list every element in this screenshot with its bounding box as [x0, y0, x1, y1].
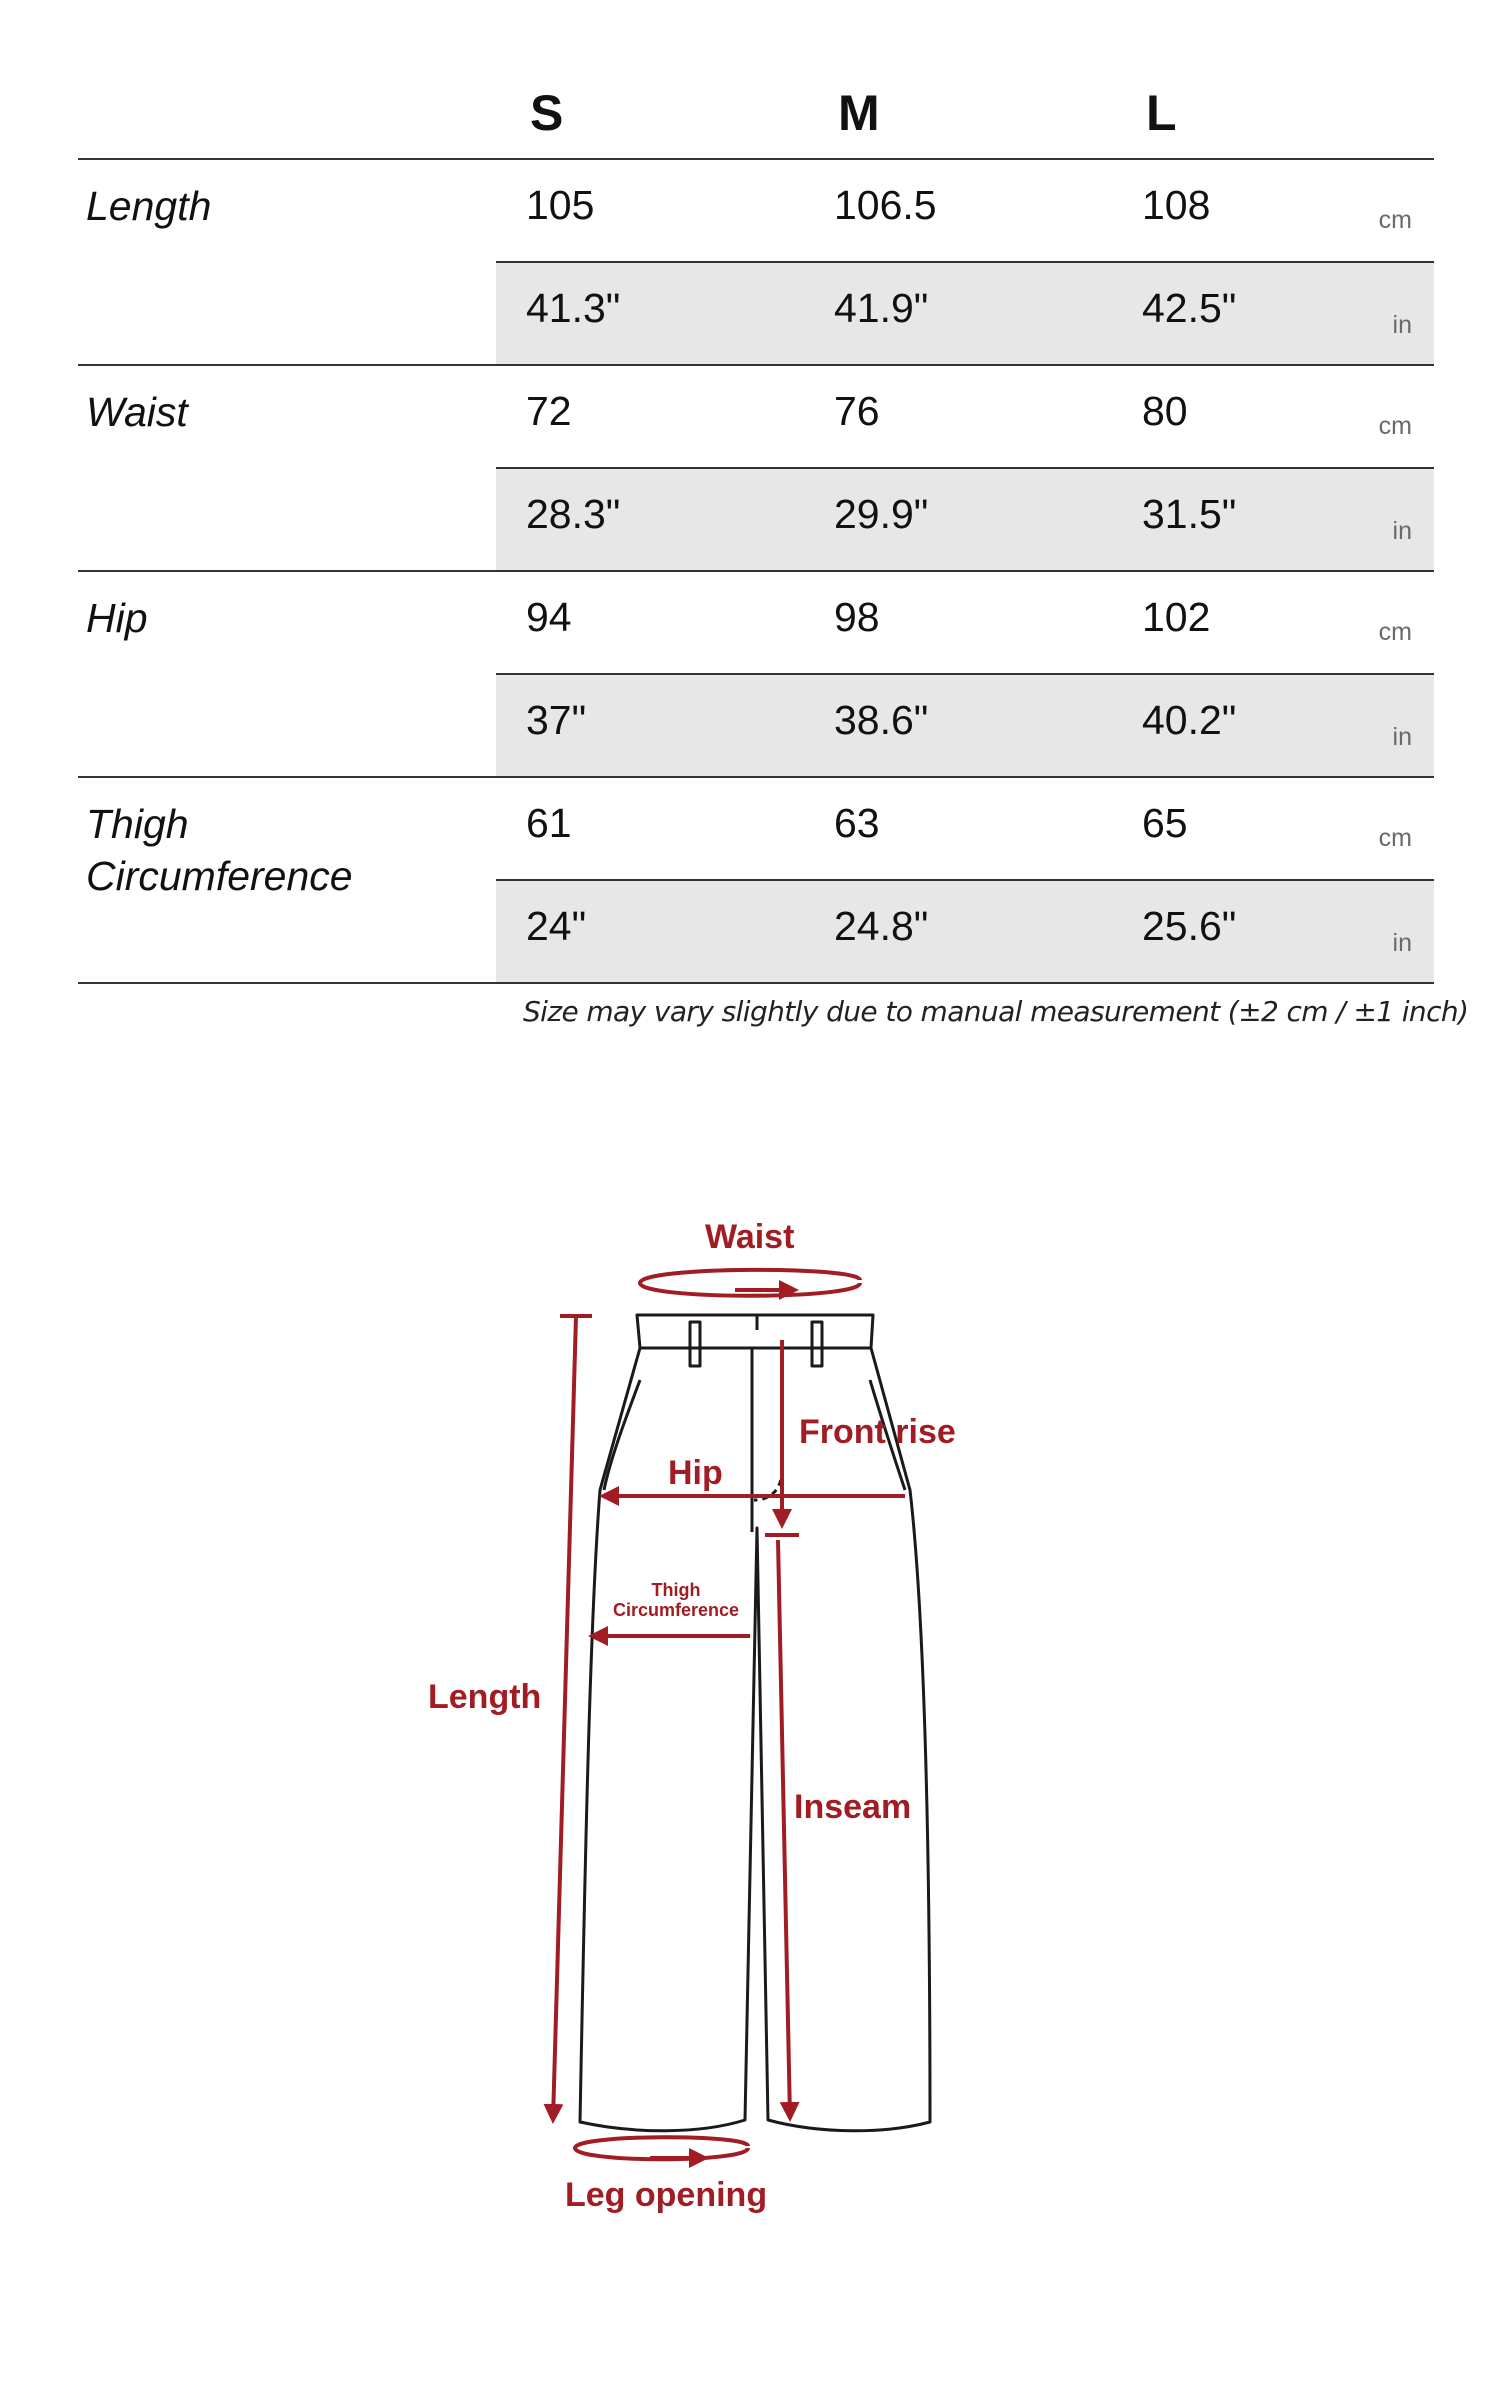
value-cell: 24.8" [834, 903, 929, 949]
unit-label: cm [1378, 206, 1412, 234]
value-cell: 42.5" [1142, 285, 1237, 331]
inseam-arrow [778, 1540, 790, 2118]
value-cell: 38.6" [834, 697, 929, 743]
row-label: Hip [86, 595, 148, 641]
value-cell: 25.6" [1142, 903, 1237, 949]
unit-label: cm [1378, 824, 1412, 852]
row-label: Waist [86, 389, 188, 435]
value-cell: 28.3" [526, 491, 621, 537]
value-cell: 105 [526, 182, 595, 228]
length-arrow [553, 1316, 576, 2120]
unit-label: in [1392, 517, 1412, 545]
thigh-label-line1: Thigh [651, 1580, 701, 1600]
unit-label: cm [1378, 618, 1412, 646]
inseam-label: Inseam [794, 1788, 912, 1826]
length-label: Length [428, 1678, 542, 1716]
measurement-note: Size may vary slightly due to manual measurement (±2 cm / ±1 inch) [523, 995, 1469, 1028]
unit-label: in [1392, 929, 1412, 957]
value-cell: 94 [526, 594, 572, 640]
value-cell: 63 [834, 800, 880, 846]
value-cell: 41.3" [526, 285, 621, 331]
value-cell: 102 [1142, 594, 1211, 640]
value-cell: 65 [1142, 800, 1188, 846]
waistband [637, 1315, 873, 1348]
size-header-l: L [1146, 85, 1177, 141]
leg-opening-label: Leg opening [565, 2176, 768, 2214]
value-cell: 98 [834, 594, 880, 640]
waist-label: Waist [705, 1218, 795, 1256]
measurement-lines [553, 1270, 905, 2159]
unit-label: in [1392, 311, 1412, 339]
unit-label: in [1392, 723, 1412, 751]
left-pocket [604, 1380, 640, 1490]
thigh-label-line2: Circumference [612, 1600, 740, 1620]
pants-silhouette [580, 1348, 930, 2131]
value-cell: 29.9" [834, 491, 929, 537]
value-cell: 76 [834, 388, 880, 434]
value-cell: 108 [1142, 182, 1211, 228]
value-cell: 72 [526, 388, 572, 434]
row-label: Thigh Circumference [86, 801, 353, 899]
value-cell: 24" [526, 903, 587, 949]
row-label: Length [86, 183, 212, 229]
belt-loop [690, 1322, 700, 1366]
belt-loop [812, 1322, 822, 1366]
value-cell: 61 [526, 800, 572, 846]
size-header-s: S [530, 85, 564, 141]
value-cell: 41.9" [834, 285, 929, 331]
value-cell: 80 [1142, 388, 1188, 434]
front-rise-label: Front rise [799, 1413, 956, 1451]
size-header-m: M [838, 85, 880, 141]
value-cell: 106.5 [834, 182, 937, 228]
leg-opening-arrow [575, 2137, 748, 2159]
fly-stitch [754, 1348, 782, 1500]
value-cell: 37" [526, 697, 587, 743]
hip-label: Hip [668, 1454, 723, 1492]
unit-label: cm [1378, 412, 1412, 440]
value-cell: 31.5" [1142, 491, 1237, 537]
value-cell: 40.2" [1142, 697, 1237, 743]
